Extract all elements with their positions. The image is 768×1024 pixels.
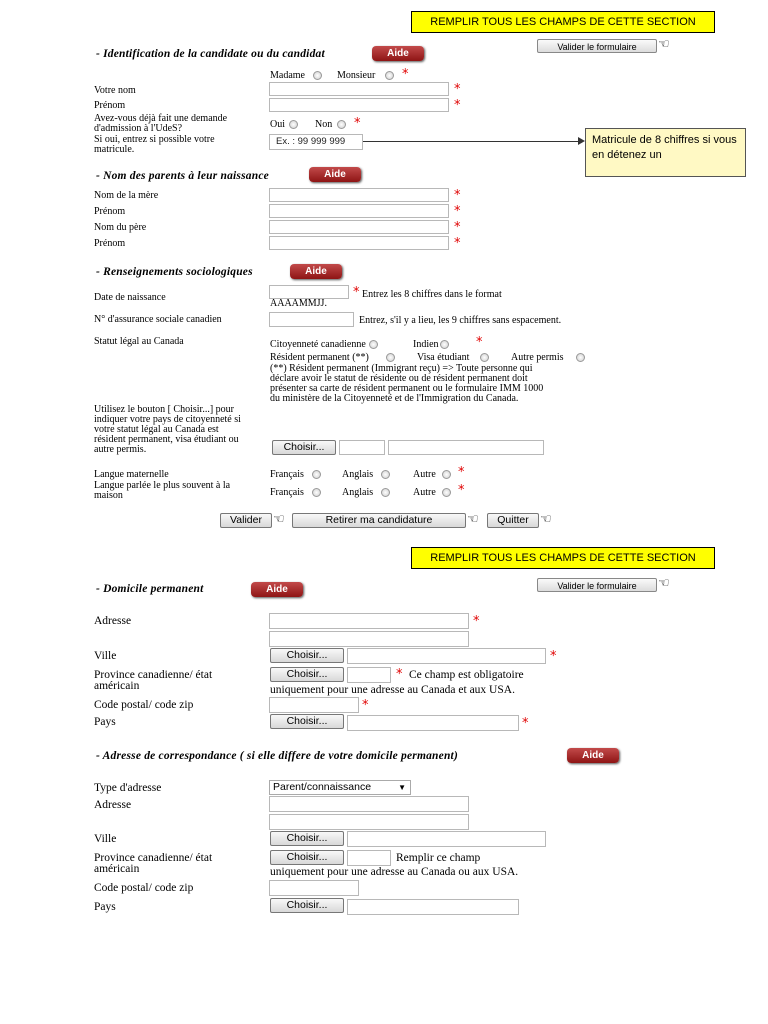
callout-arrow [363, 141, 581, 142]
domicile-pays-choisir-button[interactable]: Choisir... [270, 714, 344, 729]
maternelle-francais-radio[interactable] [312, 470, 321, 479]
matricule-question-line1: Si oui, entrez si possible votre [94, 134, 215, 145]
citoyennete-radio[interactable] [369, 340, 378, 349]
domicile-province-hint-line2: uniquement pour une adresse au Canada et aux USA. [270, 684, 515, 696]
corr-pays-input[interactable] [347, 899, 519, 915]
domicile-adresse-line2-input[interactable] [269, 631, 469, 647]
prenom-input[interactable] [269, 98, 449, 112]
identification-title: - Identification de la candidate ou du candidat [96, 48, 325, 60]
monsieur-label: Monsieur [337, 70, 376, 81]
validate-form-button[interactable]: Valider le formulaire [537, 39, 657, 53]
corr-province-choisir-button[interactable]: Choisir... [270, 850, 344, 865]
nas-label: N° d'assurance sociale canadien [94, 314, 222, 325]
required-mark: * [522, 716, 529, 731]
section-banner: REMPLIR TOUS LES CHAMPS DE CETTE SECTION [411, 547, 715, 569]
corr-province-label-line2: américain [94, 863, 140, 875]
required-mark: * [354, 116, 361, 131]
naissance-hint-line1: Entrez les 8 chiffres dans le format [362, 289, 502, 300]
choisir-citoyennete-button[interactable]: Choisir... [272, 440, 336, 455]
nom-input[interactable] [269, 82, 449, 96]
utilisez-line3: votre statut légal au Canada est [94, 424, 219, 435]
visa-label: Visa étudiant [417, 352, 470, 363]
domicile-postal-label: Code postal/ code zip [94, 699, 194, 711]
required-mark: * [454, 98, 461, 113]
monsieur-radio[interactable] [385, 71, 394, 80]
citoyennete-label: Citoyenneté canadienne [270, 339, 366, 350]
corr-ville-choisir-button[interactable]: Choisir... [270, 831, 344, 846]
langue-maternelle-label: Langue maternelle [94, 469, 169, 480]
mere-prenom-label: Prénom [94, 206, 126, 217]
aide-button-socio[interactable]: Aide [290, 264, 342, 279]
utilisez-line1: Utilisez le bouton [ Choisir...] pour [94, 404, 234, 415]
aide-button-parents[interactable]: Aide [309, 167, 361, 182]
corr-province-hint-line1: Remplir ce champ [396, 852, 481, 864]
matricule-callout: Matricule de 8 chiffres si vous en détenez un [585, 128, 746, 177]
required-mark: * [353, 285, 360, 300]
corr-province-hint-line2: uniquement pour une adresse au Canada ou aux USA. [270, 866, 519, 878]
francais-label: Français [270, 487, 304, 498]
type-adresse-label: Type d'adresse [94, 782, 162, 794]
correspondance-title: - Adresse de correspondance ( si elle differe de votre domicile permanent) [96, 750, 458, 762]
autre-label: Autre [413, 469, 436, 480]
corr-adresse-label: Adresse [94, 799, 132, 811]
pere-label: Nom du père [94, 222, 147, 233]
required-mark: * [473, 614, 480, 629]
non-radio[interactable] [337, 120, 346, 129]
pere-input[interactable] [269, 220, 449, 234]
corr-postal-label: Code postal/ code zip [94, 882, 194, 894]
aide-button-domicile[interactable]: Aide [251, 582, 303, 597]
valider-button[interactable]: Valider [220, 513, 272, 528]
required-mark: * [454, 204, 461, 219]
domicile-pays-label: Pays [94, 716, 116, 728]
required-mark: * [476, 335, 483, 350]
anglais-label: Anglais [342, 487, 374, 498]
domicile-province-choisir-button[interactable]: Choisir... [270, 667, 344, 682]
socio-title: - Renseignements sociologiques [96, 266, 253, 278]
retirer-candidature-button[interactable]: Retirer ma candidature [292, 513, 466, 528]
quitter-button[interactable]: Quitter [487, 513, 539, 528]
demande-question-line2: d'admission à l'UdeS? [94, 123, 183, 134]
visa-radio[interactable] [480, 353, 489, 362]
utilisez-line5: autre permis. [94, 444, 147, 455]
type-adresse-value: Parent/connaissance [273, 781, 372, 793]
autre-permis-radio[interactable] [576, 353, 585, 362]
corr-province-label-line1: Province canadienne/ état [94, 852, 213, 864]
domicile-adresse-label: Adresse [94, 615, 132, 627]
citoyennete-code-input[interactable] [339, 440, 385, 455]
domicile-province-label-line2: américain [94, 680, 140, 692]
resident-note-line3: présenter sa carte de résident permanent ou le formulaire IMM 1000 [270, 383, 544, 394]
madame-radio[interactable] [313, 71, 322, 80]
domicile-ville-input[interactable] [347, 648, 546, 664]
validate-form-button[interactable]: Valider le formulaire [537, 578, 657, 592]
required-mark: * [362, 698, 369, 713]
parlee-anglais-radio[interactable] [381, 488, 390, 497]
oui-radio[interactable] [289, 120, 298, 129]
required-mark: * [454, 188, 461, 203]
utilisez-line2: indiquer votre pays de citoyenneté si [94, 414, 241, 425]
corr-pays-choisir-button[interactable]: Choisir... [270, 898, 344, 913]
aide-button-correspondance[interactable]: Aide [567, 748, 619, 763]
nas-input[interactable] [269, 312, 354, 327]
anglais-label: Anglais [342, 469, 374, 480]
corr-pays-label: Pays [94, 901, 116, 913]
required-mark: * [458, 465, 465, 480]
pointer-hand-icon: ☜ [658, 37, 670, 52]
langue-parlee-line2: maison [94, 490, 123, 501]
parlee-autre-radio[interactable] [442, 488, 451, 497]
prenom-label: Prénom [94, 100, 126, 111]
corr-province-input[interactable] [347, 850, 391, 866]
francais-label: Français [270, 469, 304, 480]
required-mark: * [454, 220, 461, 235]
aide-button-identification[interactable]: Aide [372, 46, 424, 61]
domicile-ville-choisir-button[interactable]: Choisir... [270, 648, 344, 663]
naissance-hint-line2: AAAAMMJJ. [270, 298, 327, 309]
corr-postal-input[interactable] [269, 880, 359, 896]
oui-label: Oui [270, 119, 285, 130]
domicile-adresse-line1-input[interactable] [269, 613, 469, 629]
resident-note-line4: du ministère de la Citoyenneté et de l'Immigration du Canada. [270, 393, 519, 404]
required-mark: * [454, 82, 461, 97]
domicile-ville-label: Ville [94, 650, 117, 662]
statut-label: Statut légal au Canada [94, 336, 184, 347]
non-label: Non [315, 119, 333, 130]
resident-note-line2: déclare avoir le statut de résidente ou de résident permanent doit [270, 373, 528, 384]
required-mark: * [396, 667, 403, 682]
naissance-input[interactable] [269, 285, 349, 299]
corr-ville-input[interactable] [347, 831, 546, 847]
mere-prenom-input[interactable] [269, 204, 449, 218]
langue-parlee-line1: Langue parlée le plus souvent à la [94, 480, 231, 491]
pointer-hand-icon: ☜ [658, 576, 670, 591]
corr-adresse-line2-input[interactable] [269, 814, 469, 830]
pointer-hand-icon: ☜ [273, 512, 285, 527]
type-adresse-select[interactable] [269, 780, 411, 795]
domicile-province-label-line1: Province canadienne/ état [94, 669, 213, 681]
mere-label: Nom de la mère [94, 190, 159, 201]
madame-label: Madame [270, 70, 305, 81]
domicile-title: - Domicile permanent [96, 583, 204, 595]
parents-title: - Nom des parents à leur naissance [96, 170, 269, 182]
mere-input[interactable] [269, 188, 449, 202]
corr-adresse-line1-input[interactable] [269, 796, 469, 812]
resident-label: Résident permanent (**) [270, 352, 369, 363]
callout-arrowhead [578, 137, 585, 145]
pere-prenom-label: Prénom [94, 238, 126, 249]
matricule-input[interactable]: Ex. : 99 999 999 [269, 134, 363, 150]
required-mark: * [454, 236, 461, 251]
matricule-question-line2: matricule. [94, 144, 135, 155]
utilisez-line4: résident permanent, visa étudiant ou [94, 434, 239, 445]
corr-ville-label: Ville [94, 833, 117, 845]
pointer-hand-icon: ☜ [540, 512, 552, 527]
domicile-province-hint-line1: Ce champ est obligatoire [409, 669, 524, 681]
required-mark: * [550, 649, 557, 664]
chevron-down-icon: ▼ [398, 783, 406, 792]
parlee-francais-radio[interactable] [312, 488, 321, 497]
maternelle-anglais-radio[interactable] [381, 470, 390, 479]
citoyennete-name-input[interactable] [388, 440, 544, 455]
pointer-hand-icon: ☜ [467, 512, 479, 527]
pere-prenom-input[interactable] [269, 236, 449, 250]
domicile-postal-input[interactable] [269, 697, 359, 713]
autre-permis-label: Autre permis [511, 352, 564, 363]
nom-label: Votre nom [94, 85, 136, 96]
naissance-label: Date de naissance [94, 292, 166, 303]
section-banner: REMPLIR TOUS LES CHAMPS DE CETTE SECTION [411, 11, 715, 33]
required-mark: * [402, 67, 409, 82]
domicile-pays-input[interactable] [347, 715, 519, 731]
domicile-province-input[interactable] [347, 667, 391, 683]
maternelle-autre-radio[interactable] [442, 470, 451, 479]
resident-radio[interactable] [386, 353, 395, 362]
autre-label: Autre [413, 487, 436, 498]
demande-question-line1: Avez-vous déjà fait une demande [94, 113, 228, 124]
resident-note-line1: (**) Résident permanent (Immigrant reçu) => Toute personne qui [270, 363, 533, 374]
required-mark: * [458, 483, 465, 498]
indien-label: Indien [413, 339, 439, 350]
indien-radio[interactable] [440, 340, 449, 349]
nas-hint: Entrez, s'il y a lieu, les 9 chiffres sans espacement. [359, 315, 562, 326]
